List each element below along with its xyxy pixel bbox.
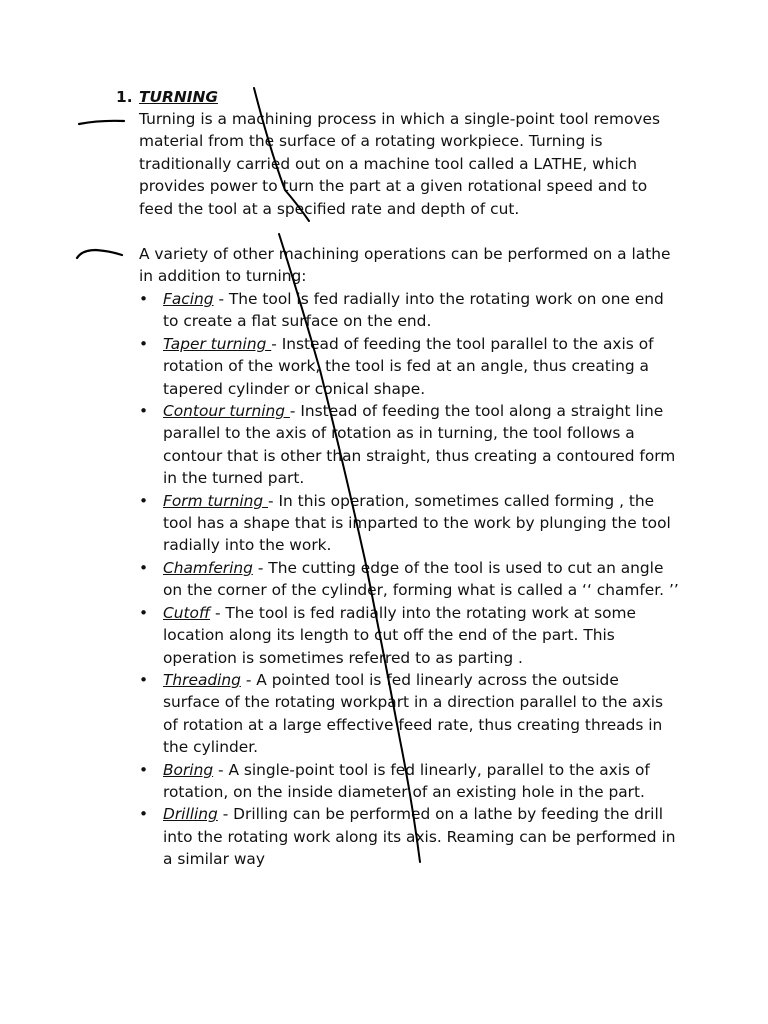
operation-description: - The tool is fed radially into the rotating work at some location along its length to cut off the end of the part. This operation is sometimes referred to as parting . [163,603,636,667]
operation-description: - A pointed tool is fed linearly across the outside surface of the rotating workpart in a direction parallel to the axis of rotation at a large effective feed rate, thus creating threads in the cylinder. [163,670,664,757]
operation-term: Taper turning [163,334,272,353]
operation-description: - In this operation, sometimes called forming , the tool has a shape that is imparted to the work by plunging the tool radially into the work. [163,491,671,555]
operation-description: - The cutting edge of the tool is used to cut an angle on the corner of the cylinder, forming what is called a ‘‘ chamfer. ’’ [163,558,679,600]
operation-description: - A single-point tool is fed linearly, parallel to the axis of rotation, on the inside diameter of an existing hole in the part. [163,760,650,801]
operation-description: - The tool is fed radially into the rotating work on one end to create a flat surface on the end. [163,290,664,331]
list-item-facing [139,288,679,333]
bullet-dot: • [139,491,149,510]
bullet-dot: • [139,670,149,689]
operation-term: Chamfering [163,558,253,577]
heading-number: 1. [116,88,133,106]
list-item-cutoff [139,602,679,669]
intro-paragraph: Turning is a machining process in which a single-point tool removes material from the surface of a rotating workpiece. Turning is traditionally carried out on a machine tool called a LATHE, which provides power to turn the part at a given rotational speed and to feed the tool at a specified rate and depth of cut. [139,110,660,218]
variety-paragraph: A variety of other machining operations can be performed on a lathe in addition to turning: [139,245,671,286]
list-item-boring [139,759,679,804]
operation-term: Drilling [163,805,218,824]
bullet-dot: • [139,402,149,421]
bullet-dot: • [139,290,149,308]
list-item-chamfering [139,557,679,602]
operation-description: - Instead of feeding the tool parallel to the axis of rotation of the work, the tool is fed at an angle, thus creating a tapered cylinder or conical shape. [163,334,654,398]
operation-term: Boring [163,760,214,779]
operation-term: Contour turning [163,402,290,421]
bullet-dot: • [139,558,149,577]
operation-term: Facing [163,290,214,308]
bullet-dot: • [139,603,149,622]
bullet-dot: • [139,760,149,779]
operation-term: Form turning [163,491,269,510]
operations-list [139,288,679,871]
operation-description: - Instead of feeding the tool along a straight line parallel to the axis of rotation as in turning, the tool follows a contour that is other than straight, thus creating a contoured form in the turned part. [163,402,676,488]
section-heading [116,86,676,108]
operation-term: Cutoff [163,603,211,622]
operation-description: - Drilling can be performed on a lathe by feeding the drill into the rotating work along its axis. Reaming can be performed in a similar way [163,805,676,869]
list-item-form-turning [139,490,679,557]
bullet-dot: • [139,805,149,824]
left-hook-mark [77,250,122,258]
heading-title: TURNING [139,88,218,106]
list-item-drilling [139,803,679,870]
list-item-contour-turning [139,400,679,490]
list-item-threading [139,669,679,759]
left-dash-mark [79,121,124,124]
bullet-dot: • [139,334,149,353]
list-item-taper-turning [139,333,679,400]
operation-term: Threading [163,670,241,689]
